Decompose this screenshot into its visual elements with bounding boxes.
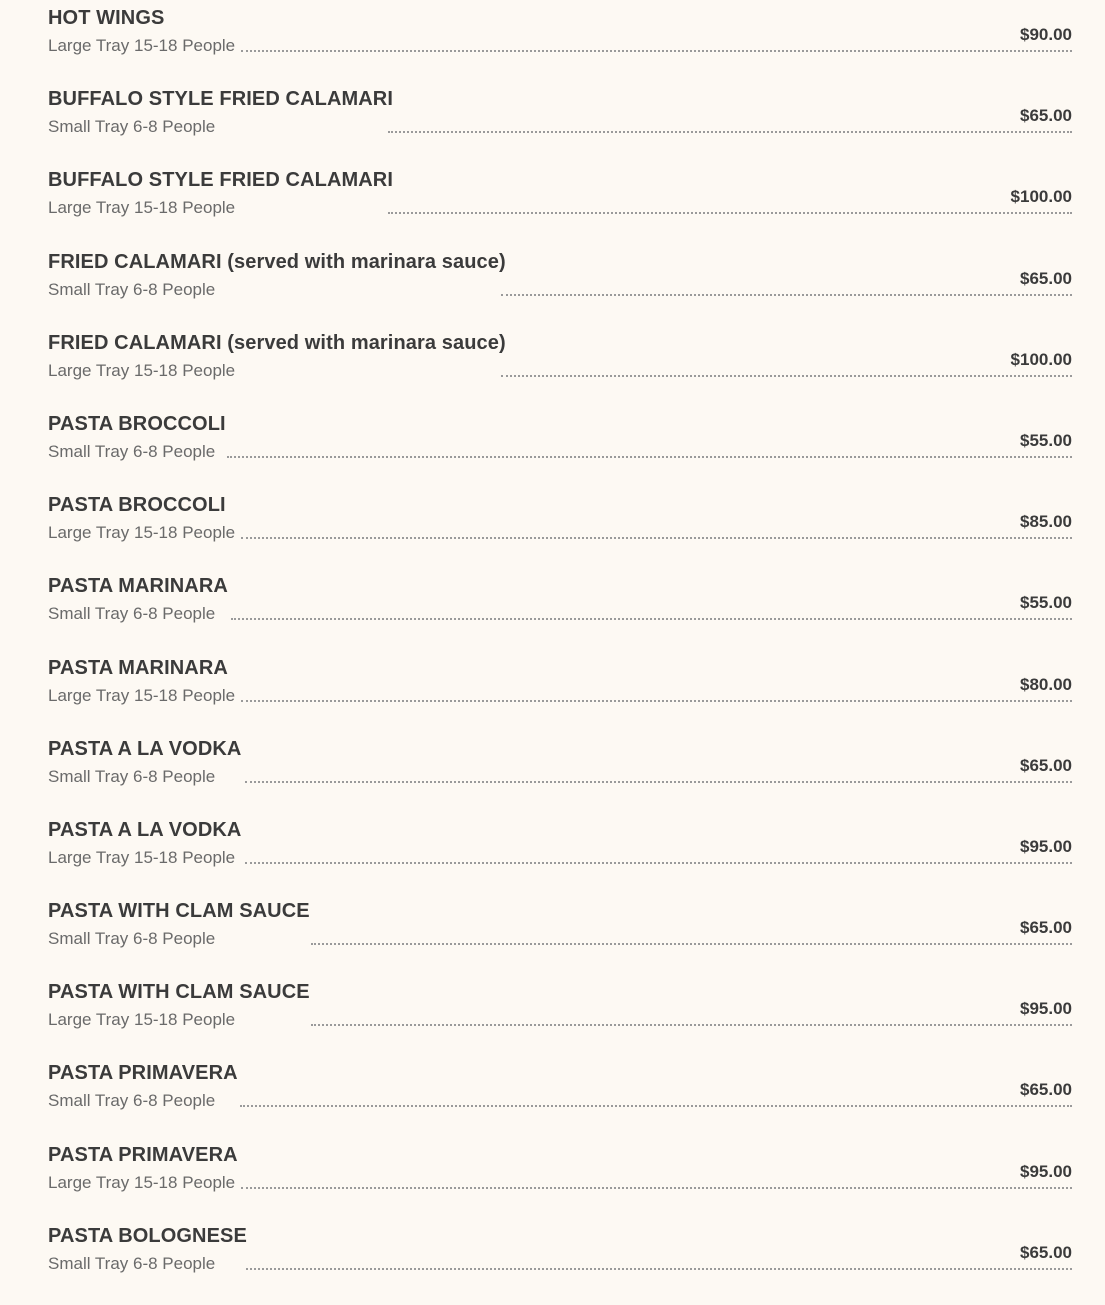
item-price: $95.00 xyxy=(1014,1161,1072,1183)
item-price: $65.00 xyxy=(1014,1079,1072,1101)
menu-item xyxy=(48,412,1072,493)
item-name: PASTA PRIMAVERA xyxy=(48,1143,238,1166)
item-row xyxy=(48,187,1072,219)
item-name: PASTA BROCCOLI xyxy=(48,412,226,435)
item-row xyxy=(48,593,1072,625)
item-size: Large Tray 15-18 People xyxy=(48,360,236,380)
dotted-leader xyxy=(501,375,1072,377)
item-price: $65.00 xyxy=(1014,917,1072,939)
dotted-leader xyxy=(241,1187,1072,1189)
item-name: PASTA WITH CLAM SAUCE xyxy=(48,900,310,923)
item-row xyxy=(48,674,1072,707)
item-row xyxy=(48,918,1072,950)
item-size: Small Tray 6-8 People xyxy=(48,1091,216,1111)
item-row xyxy=(48,1080,1072,1112)
dotted-leader xyxy=(246,1268,1072,1270)
item-price: $65.00 xyxy=(1014,1242,1072,1264)
item-name: PASTA A LA VODKA xyxy=(48,737,242,760)
dotted-leader xyxy=(240,1105,1072,1107)
menu-item xyxy=(48,818,1072,899)
item-size: Small Tray 6-8 People xyxy=(48,1253,216,1273)
item-size: Small Tray 6-8 People xyxy=(48,279,216,299)
item-size: Large Tray 15-18 People xyxy=(48,36,236,55)
menu-item xyxy=(48,574,1072,655)
dotted-leader xyxy=(311,1024,1072,1026)
item-size: Small Tray 6-8 People xyxy=(48,766,216,786)
menu-item xyxy=(48,493,1072,574)
item-size: Large Tray 15-18 People xyxy=(48,523,236,543)
item-size: Large Tray 15-18 People xyxy=(48,1172,236,1192)
item-row xyxy=(48,1161,1072,1194)
dotted-leader xyxy=(388,131,1072,133)
item-row xyxy=(48,512,1072,544)
dotted-leader xyxy=(231,618,1072,620)
item-name: PASTA MARINARA xyxy=(48,656,228,679)
item-price: $90.00 xyxy=(1014,24,1072,46)
menu-item xyxy=(48,1143,1072,1224)
item-name: PASTA PRIMAVERA xyxy=(48,1062,238,1085)
dotted-leader xyxy=(311,943,1072,945)
item-price: $65.00 xyxy=(1014,268,1072,290)
item-row xyxy=(48,349,1072,382)
item-row xyxy=(48,836,1072,869)
item-name: FRIED CALAMARI (served with marinara sauce) xyxy=(48,331,506,354)
item-name: BUFFALO STYLE FRIED CALAMARI xyxy=(48,88,394,111)
dotted-leader xyxy=(245,781,1072,783)
menu-item xyxy=(48,980,1072,1061)
item-name: PASTA MARINARA xyxy=(48,575,228,598)
item-name: BUFFALO STYLE FRIED CALAMARI xyxy=(48,169,394,192)
item-price: $100.00 xyxy=(1005,186,1072,208)
dotted-leader xyxy=(245,862,1072,864)
item-row xyxy=(48,268,1072,301)
item-price: $80.00 xyxy=(1014,674,1072,696)
item-size: Small Tray 6-8 People xyxy=(48,604,216,624)
menu-item xyxy=(48,250,1072,331)
item-name: PASTA BOLOGNESE xyxy=(48,1224,247,1247)
item-price: $100.00 xyxy=(1005,349,1072,371)
dotted-leader xyxy=(241,537,1072,539)
item-name: PASTA A LA VODKA xyxy=(48,818,242,841)
dotted-leader xyxy=(241,700,1072,702)
item-row xyxy=(48,430,1072,463)
item-name: FRIED CALAMARI (served with marinara sauce) xyxy=(48,250,506,273)
item-row xyxy=(48,25,1072,57)
item-price: $65.00 xyxy=(1014,105,1072,127)
dotted-leader xyxy=(241,50,1072,52)
menu-item xyxy=(48,168,1072,249)
dotted-leader xyxy=(227,456,1072,458)
dotted-leader xyxy=(501,294,1072,296)
item-row xyxy=(48,999,1072,1031)
item-row xyxy=(48,106,1072,138)
item-price: $95.00 xyxy=(1014,998,1072,1020)
menu-item xyxy=(48,87,1072,168)
item-size: Large Tray 15-18 People xyxy=(48,1010,236,1030)
menu-item xyxy=(48,6,1072,87)
item-size: Large Tray 15-18 People xyxy=(48,198,236,218)
item-price: $65.00 xyxy=(1014,755,1072,777)
item-size: Small Tray 6-8 People xyxy=(48,117,216,137)
menu-item xyxy=(48,331,1072,412)
dotted-leader xyxy=(388,212,1072,214)
catering-menu-list xyxy=(48,6,1072,1305)
menu-item xyxy=(48,1224,1072,1305)
item-name: PASTA WITH CLAM SAUCE xyxy=(48,981,310,1004)
item-price: $55.00 xyxy=(1014,592,1072,614)
item-size: Large Tray 15-18 People xyxy=(48,685,236,705)
item-price: $95.00 xyxy=(1014,836,1072,858)
menu-item xyxy=(48,899,1072,980)
menu-item xyxy=(48,737,1072,818)
item-size: Small Tray 6-8 People xyxy=(48,441,216,461)
item-row xyxy=(48,1242,1072,1275)
item-row xyxy=(48,755,1072,788)
menu-item xyxy=(48,1061,1072,1142)
item-name: PASTA BROCCOLI xyxy=(48,494,226,517)
item-price: $55.00 xyxy=(1014,430,1072,452)
item-size: Large Tray 15-18 People xyxy=(48,847,236,867)
item-size: Small Tray 6-8 People xyxy=(48,929,216,949)
menu-item xyxy=(48,656,1072,737)
item-price: $85.00 xyxy=(1014,511,1072,533)
item-name: HOT WINGS xyxy=(48,7,165,29)
